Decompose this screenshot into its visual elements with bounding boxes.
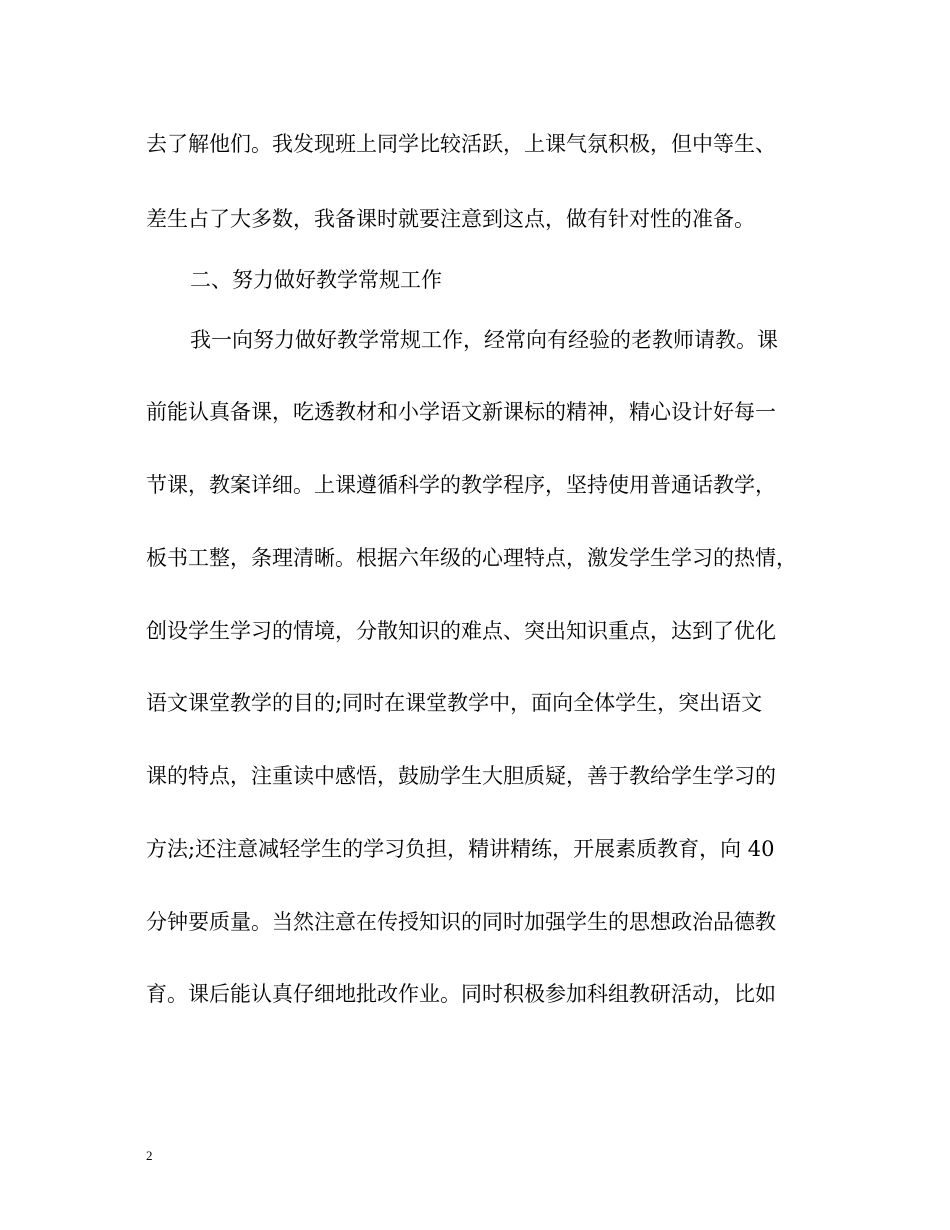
paragraph-line: 去了解他们。我发现班上同学比较活跃，上课气氛积极，但中等生、	[146, 132, 776, 156]
section-heading: 二、努力做好教学常规工作	[190, 268, 442, 292]
page-number: 2	[146, 1148, 153, 1163]
paragraph-line: 方法;还注意减轻学生的学习负担，精讲精练，开展素质教育，向 40	[146, 837, 775, 861]
paragraph-line: 课的特点，注重读中感悟，鼓励学生大胆质疑，善于教给学生学习的	[146, 764, 776, 788]
paragraph-line: 我一向努力做好教学常规工作，经常向有经验的老教师请教。课	[190, 328, 778, 352]
paragraph-line: 前能认真备课，吃透教材和小学语文新课标的精神，精心设计好每一	[146, 400, 776, 424]
paragraph-line: 创设学生学习的情境，分散知识的难点、突出知识重点，达到了优化	[146, 619, 776, 643]
paragraph-line: 节课，教案详细。上课遵循科学的教学程序，坚持使用普通话教学，	[146, 473, 776, 497]
paragraph-line: 分钟要质量。当然注意在传授知识的同时加强学生的思想政治品德教	[146, 910, 776, 934]
paragraph-line: 语文课堂教学的目的;同时在课堂教学中，面向全体学生，突出语文	[146, 691, 763, 715]
paragraph-line: 育。课后能认真仔细地批改作业。同时积极参加科组教研活动，比如	[146, 982, 776, 1006]
paragraph-line: 差生占了大多数，我备课时就要注意到这点，做有针对性的准备。	[146, 207, 755, 231]
paragraph-line: 板书工整，条理清晰。根据六年级的心理特点，激发学生学习的热情，	[146, 546, 797, 570]
